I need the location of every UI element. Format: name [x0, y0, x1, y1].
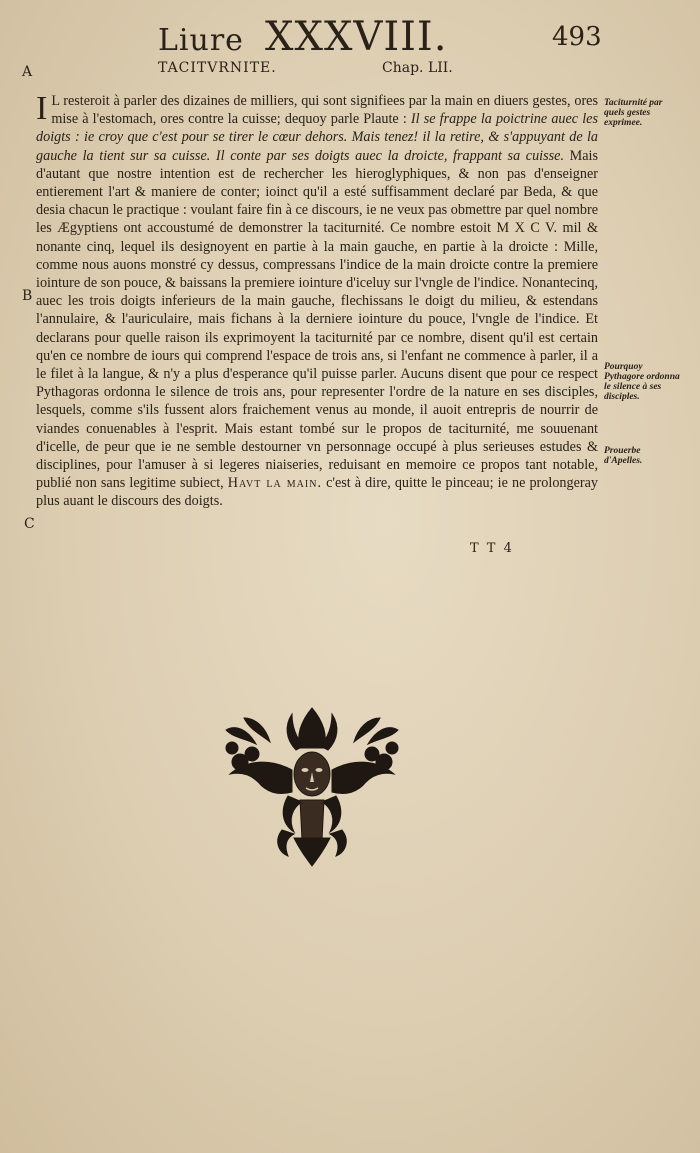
body-text-2: Mais d'autant que nostre intention est de rechercher les hieroglyphiques, & non pas d'enseigner entierement l'art & maniere de conter; ioinct qu'il a esté suffisamment declaré par Beda, & que desia chacun le practique : voulant faire fin à ce discours, ie ne veux pas obmettre par quel nombre les Ægyptiens ont accoustumé de demonstrer la taciturnité. Ce nombre estoit M X C V. mil & nonante cinq, lequel ils designoyent en partie à la main gauche, en partie à la droicte : Mille, comme nous auons monstré cy dessus, compressans l'indice de la main droicte contre la premiere iointure de son pouce, & baissans la premiere iointure d'iceluy sur l'vngle de l'indice. Nonantecinq, auec les trois doigts inferieurs de la main gauche, flechissans le doigt du milieu, & estendans l'annulaire, & l'auriculaire, mais fichans à la derniere iointure du pouce, l'vngle de l'indice. Et declarans pour quelle raison ils exprimoyent la taciturnité par ce nombre, disent qu'il est certain qu'en ce nombre de iours qui comprend l'espace de trois ans, si l'enfant ne commence à parler, il a le filet à la langue, & n'y a plus d'esperance qu'il puisse parler. Aucuns disent que pour ce respect Pythagoras ordonna le silence de trois ans, pour representer l'ordre de la nature en ses disciples, lesquels, comme s'ils fussent alors fraichement venus au monde, il auoit entrepris de nourrir de viandes conuenables à l'esprit. Mais estant tombé sur le propos de taciturnité, me souuenant d'icelle, de peur que ie ne semble destourner vn personnage occupé à plus serieuses estudes & disciplines, pour l'amuser à si legeres niaiseries, reduisant en memoire ce propos tant notable, publié non sans legitime subiect, — [36, 147, 599, 492]
book-number: XXXVIII. — [265, 14, 448, 60]
margin-note-proverbe: Prouerbe d'Apelles. — [604, 446, 643, 466]
running-head-title — [158, 14, 447, 60]
margin-note-taciturnite: Taciturnité par quels gestes exprimee. — [604, 98, 663, 128]
page-number: 493 — [552, 22, 602, 52]
signature-mark: T T 4 — [470, 541, 514, 556]
section-letter-c: C — [24, 516, 35, 532]
body-text-3: c'est à dire, quitte le pinceau; ie ne prolongeray plus auant le discours des doigts. — [36, 475, 599, 510]
plautus-quotation: Il se frappe la poictrine auec les doigts : ie croy que c'est pour se tirer le cœur dehors. Mais tenez! il la retire, & s'appuyant de la gauche la tient sur sa cuisse. Il conte par ses doigts auec la droicte, frappant sa cuisse. — [36, 111, 598, 164]
running-head-subject: TACITVRNITE. — [158, 60, 277, 76]
proverb-small-caps: Havt la main. — [227, 475, 323, 492]
tailpiece-ornament — [222, 700, 402, 870]
book-label: Liure — [158, 23, 244, 58]
running-head-chapter: Chap. LII. — [382, 60, 453, 76]
chapter-body — [36, 92, 598, 511]
section-letter-b: B — [22, 288, 33, 304]
body-text-1: L resteroit à parler des dizaines de milliers, qui sont signifiees par la main en diuers gestes, ores mise à l'estomach, ores contre la cuisse; dequoy parle Plaute : — [51, 93, 598, 128]
drop-cap: I — [36, 90, 48, 127]
margin-note-pythagore: Pourquoy Pythagore ordonna le silence à ses disciples. — [604, 362, 680, 402]
section-letter-a: A — [22, 64, 33, 80]
